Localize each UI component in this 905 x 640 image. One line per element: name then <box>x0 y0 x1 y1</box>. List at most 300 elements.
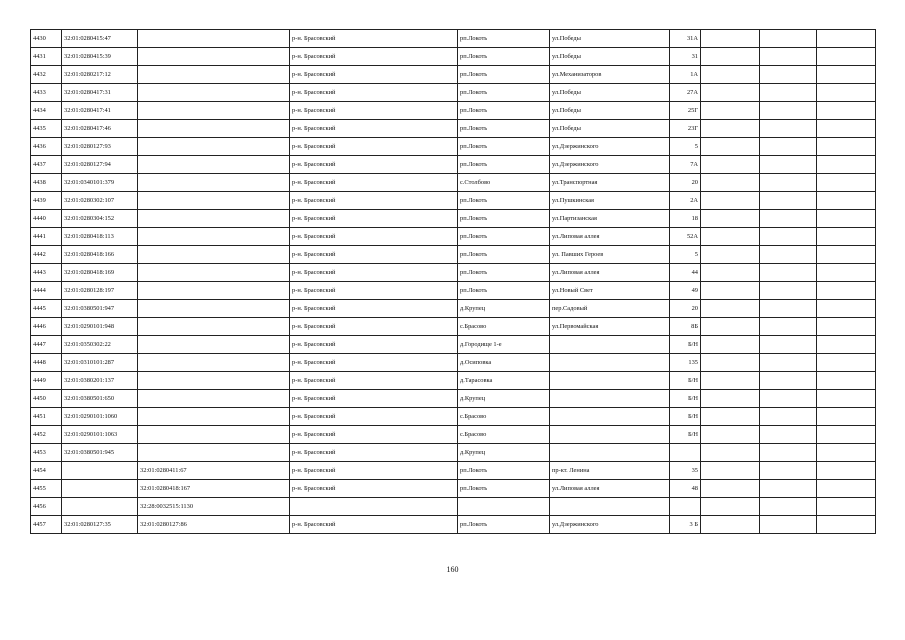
street-cell: ул.Победы <box>550 84 670 102</box>
cadastral-number-cell: 32:01:0380501:945 <box>62 444 138 462</box>
locality-cell: рп.Локоть <box>458 102 550 120</box>
empty-cell <box>817 444 876 462</box>
house-number-cell: 23Г <box>670 120 701 138</box>
empty-cell <box>817 372 876 390</box>
row-number-cell: 4454 <box>31 462 62 480</box>
empty-cell <box>760 264 817 282</box>
empty-cell <box>817 498 876 516</box>
empty-cell <box>760 210 817 228</box>
cadastral-number-cell: 32:01:0280127:94 <box>62 156 138 174</box>
house-number-cell: 135 <box>670 354 701 372</box>
district-cell: р-н. Брасовский <box>290 192 458 210</box>
row-number-cell: 4443 <box>31 264 62 282</box>
district-cell: р-н. Брасовский <box>290 480 458 498</box>
empty-cell <box>760 138 817 156</box>
empty-cell <box>701 156 760 174</box>
row-number-cell: 4436 <box>31 138 62 156</box>
street-cell: ул.Первомайская <box>550 318 670 336</box>
street-cell <box>550 372 670 390</box>
district-cell: р-н. Брасовский <box>290 372 458 390</box>
cadastral-number-cell: 32:01:0350302:22 <box>62 336 138 354</box>
table-row <box>31 462 876 480</box>
cadastral-number-cell: 32:01:0280127:93 <box>62 138 138 156</box>
empty-cell <box>760 354 817 372</box>
registry-sheet <box>30 29 875 534</box>
cadastral-number-cell: 32:01:0280417:46 <box>62 120 138 138</box>
empty-cell <box>701 102 760 120</box>
empty-cell <box>817 480 876 498</box>
empty-cell <box>701 210 760 228</box>
empty-cell <box>701 480 760 498</box>
district-cell: р-н. Брасовский <box>290 444 458 462</box>
empty-cell <box>817 336 876 354</box>
row-number-cell: 4456 <box>31 498 62 516</box>
empty-cell <box>760 408 817 426</box>
locality-cell: рп.Локоть <box>458 84 550 102</box>
street-cell <box>550 408 670 426</box>
table-row <box>31 246 876 264</box>
prior-cadastral-number-cell <box>138 372 290 390</box>
table-row <box>31 318 876 336</box>
row-number-cell: 4451 <box>31 408 62 426</box>
locality-cell: рп.Локоть <box>458 48 550 66</box>
empty-cell <box>701 174 760 192</box>
empty-cell <box>701 66 760 84</box>
prior-cadastral-number-cell <box>138 300 290 318</box>
locality-cell: рп.Локоть <box>458 228 550 246</box>
locality-cell: рп.Локоть <box>458 120 550 138</box>
district-cell: р-н. Брасовский <box>290 210 458 228</box>
district-cell: р-н. Брасовский <box>290 30 458 48</box>
prior-cadastral-number-cell <box>138 246 290 264</box>
street-cell: ул.Механизаторов <box>550 66 670 84</box>
empty-cell <box>817 156 876 174</box>
prior-cadastral-number-cell <box>138 228 290 246</box>
cadastral-number-cell: 32:01:0280418:113 <box>62 228 138 246</box>
row-number-cell: 4438 <box>31 174 62 192</box>
house-number-cell: 52А <box>670 228 701 246</box>
prior-cadastral-number-cell <box>138 84 290 102</box>
empty-cell <box>760 516 817 534</box>
locality-cell: рп.Локоть <box>458 264 550 282</box>
empty-cell <box>760 480 817 498</box>
empty-cell <box>701 408 760 426</box>
row-number-cell: 4437 <box>31 156 62 174</box>
table-row <box>31 390 876 408</box>
table-row <box>31 354 876 372</box>
empty-cell <box>760 372 817 390</box>
cadastral-number-cell: 32:01:0290101:1063 <box>62 426 138 444</box>
empty-cell <box>817 174 876 192</box>
empty-cell <box>701 84 760 102</box>
house-number-cell: 20 <box>670 300 701 318</box>
street-cell: ул.Транспортная <box>550 174 670 192</box>
cadastral-number-cell: 32:01:0380501:650 <box>62 390 138 408</box>
row-number-cell: 4457 <box>31 516 62 534</box>
empty-cell <box>701 192 760 210</box>
cadastral-number-cell: 32:01:0280418:169 <box>62 264 138 282</box>
empty-cell <box>701 516 760 534</box>
district-cell: р-н. Брасовский <box>290 354 458 372</box>
prior-cadastral-number-cell <box>138 318 290 336</box>
locality-cell: рп.Локоть <box>458 138 550 156</box>
row-number-cell: 4447 <box>31 336 62 354</box>
cadastral-number-cell: 32:01:0340101:379 <box>62 174 138 192</box>
empty-cell <box>701 372 760 390</box>
house-number-cell: 5 <box>670 246 701 264</box>
house-number-cell: 3 Б <box>670 516 701 534</box>
prior-cadastral-number-cell <box>138 66 290 84</box>
table-row <box>31 66 876 84</box>
empty-cell <box>701 264 760 282</box>
house-number-cell: 35 <box>670 462 701 480</box>
street-cell: ул.Победы <box>550 48 670 66</box>
district-cell: р-н. Брасовский <box>290 336 458 354</box>
empty-cell <box>701 300 760 318</box>
street-cell: ул.Победы <box>550 30 670 48</box>
house-number-cell: 7А <box>670 156 701 174</box>
table-row <box>31 282 876 300</box>
empty-cell <box>817 390 876 408</box>
prior-cadastral-number-cell <box>138 354 290 372</box>
table-row <box>31 228 876 246</box>
row-number-cell: 4455 <box>31 480 62 498</box>
cadastral-number-cell: 32:01:0280304:152 <box>62 210 138 228</box>
empty-cell <box>760 120 817 138</box>
page-number: 160 <box>446 565 459 574</box>
table-row <box>31 408 876 426</box>
house-number-cell: 1А <box>670 66 701 84</box>
district-cell: р-н. Брасовский <box>290 408 458 426</box>
prior-cadastral-number-cell <box>138 282 290 300</box>
cadastral-number-cell: 32:01:0280417:31 <box>62 84 138 102</box>
table-row <box>31 264 876 282</box>
empty-cell <box>701 228 760 246</box>
empty-cell <box>760 390 817 408</box>
cadastral-number-cell: 32:01:0280127:35 <box>62 516 138 534</box>
row-number-cell: 4450 <box>31 390 62 408</box>
street-cell: пер.Садовый <box>550 300 670 318</box>
empty-cell <box>760 228 817 246</box>
empty-cell <box>817 120 876 138</box>
cadastral-number-cell: 32:01:0380201:137 <box>62 372 138 390</box>
row-number-cell: 4434 <box>31 102 62 120</box>
street-cell: ул.Пушкинская <box>550 192 670 210</box>
street-cell <box>550 444 670 462</box>
row-number-cell: 4452 <box>31 426 62 444</box>
table-row <box>31 426 876 444</box>
cadastral-number-cell: 32:01:0280128:197 <box>62 282 138 300</box>
cadastral-number-cell: 32:01:0280418:166 <box>62 246 138 264</box>
locality-cell: рп.Локоть <box>458 30 550 48</box>
cadastral-number-cell: 32:01:0280302:107 <box>62 192 138 210</box>
district-cell: р-н. Брасовский <box>290 84 458 102</box>
row-number-cell: 4435 <box>31 120 62 138</box>
table-row <box>31 300 876 318</box>
cadastral-number-cell <box>62 462 138 480</box>
district-cell: р-н. Брасовский <box>290 138 458 156</box>
district-cell: р-н. Брасовский <box>290 156 458 174</box>
locality-cell: рп.Локоть <box>458 156 550 174</box>
locality-cell: с.Брасово <box>458 426 550 444</box>
house-number-cell <box>670 498 701 516</box>
locality-cell: рп.Локоть <box>458 210 550 228</box>
table-row <box>31 84 876 102</box>
locality-cell: рп.Локоть <box>458 282 550 300</box>
empty-cell <box>701 462 760 480</box>
house-number-cell: Б/Н <box>670 372 701 390</box>
prior-cadastral-number-cell <box>138 102 290 120</box>
district-cell: р-н. Брасовский <box>290 282 458 300</box>
district-cell: р-н. Брасовский <box>290 246 458 264</box>
house-number-cell: 31А <box>670 30 701 48</box>
table-row <box>31 174 876 192</box>
prior-cadastral-number-cell <box>138 408 290 426</box>
empty-cell <box>701 426 760 444</box>
table-row <box>31 120 876 138</box>
registry-table-body <box>31 30 876 534</box>
empty-cell <box>760 444 817 462</box>
street-cell: ул.Липовая аллея <box>550 480 670 498</box>
cadastral-number-cell: 32:01:0380501:947 <box>62 300 138 318</box>
empty-cell <box>817 264 876 282</box>
empty-cell <box>701 390 760 408</box>
cadastral-number-cell: 32:01:0280417:41 <box>62 102 138 120</box>
house-number-cell: 49 <box>670 282 701 300</box>
row-number-cell: 4430 <box>31 30 62 48</box>
empty-cell <box>817 48 876 66</box>
registry-table <box>30 29 876 534</box>
house-number-cell <box>670 444 701 462</box>
street-cell: ул.Дзержинского <box>550 156 670 174</box>
table-row <box>31 210 876 228</box>
empty-cell <box>701 138 760 156</box>
table-row <box>31 516 876 534</box>
prior-cadastral-number-cell: 32:01:0280127:86 <box>138 516 290 534</box>
district-cell: р-н. Брасовский <box>290 66 458 84</box>
locality-cell: рп.Локоть <box>458 480 550 498</box>
locality-cell: рп.Локоть <box>458 192 550 210</box>
empty-cell <box>760 300 817 318</box>
prior-cadastral-number-cell: 32:01:0280411:67 <box>138 462 290 480</box>
locality-cell: с.Брасово <box>458 408 550 426</box>
district-cell: р-н. Брасовский <box>290 300 458 318</box>
prior-cadastral-number-cell <box>138 336 290 354</box>
row-number-cell: 4433 <box>31 84 62 102</box>
house-number-cell: 48 <box>670 480 701 498</box>
empty-cell <box>817 102 876 120</box>
street-cell: ул.Победы <box>550 102 670 120</box>
empty-cell <box>701 48 760 66</box>
locality-cell: д.Крупец <box>458 300 550 318</box>
house-number-cell: 27А <box>670 84 701 102</box>
empty-cell <box>701 282 760 300</box>
empty-cell <box>817 282 876 300</box>
locality-cell: рп.Локоть <box>458 66 550 84</box>
house-number-cell: Б/Н <box>670 336 701 354</box>
locality-cell <box>458 498 550 516</box>
street-cell <box>550 498 670 516</box>
row-number-cell: 4445 <box>31 300 62 318</box>
locality-cell: д.Крупец <box>458 444 550 462</box>
street-cell: ул.Партизанская <box>550 210 670 228</box>
locality-cell: д.Тарасовка <box>458 372 550 390</box>
table-row <box>31 102 876 120</box>
empty-cell <box>817 66 876 84</box>
prior-cadastral-number-cell <box>138 444 290 462</box>
empty-cell <box>817 462 876 480</box>
house-number-cell: Б/Н <box>670 390 701 408</box>
cadastral-number-cell: 32:01:0280415:39 <box>62 48 138 66</box>
empty-cell <box>760 192 817 210</box>
empty-cell <box>760 282 817 300</box>
empty-cell <box>701 444 760 462</box>
empty-cell <box>701 120 760 138</box>
district-cell: р-н. Брасовский <box>290 120 458 138</box>
prior-cadastral-number-cell <box>138 48 290 66</box>
row-number-cell: 4432 <box>31 66 62 84</box>
district-cell: р-н. Брасовский <box>290 462 458 480</box>
empty-cell <box>817 300 876 318</box>
empty-cell <box>760 84 817 102</box>
prior-cadastral-number-cell <box>138 390 290 408</box>
empty-cell <box>760 102 817 120</box>
district-cell: р-н. Брасовский <box>290 426 458 444</box>
empty-cell <box>760 318 817 336</box>
row-number-cell: 4440 <box>31 210 62 228</box>
empty-cell <box>817 516 876 534</box>
locality-cell: д.Городище 1-е <box>458 336 550 354</box>
district-cell: р-н. Брасовский <box>290 516 458 534</box>
row-number-cell: 4446 <box>31 318 62 336</box>
row-number-cell: 4453 <box>31 444 62 462</box>
street-cell <box>550 354 670 372</box>
table-row <box>31 156 876 174</box>
empty-cell <box>701 318 760 336</box>
prior-cadastral-number-cell <box>138 138 290 156</box>
street-cell <box>550 426 670 444</box>
district-cell: р-н. Брасовский <box>290 264 458 282</box>
locality-cell: д.Осиповка <box>458 354 550 372</box>
street-cell: ул.Дзержинского <box>550 138 670 156</box>
empty-cell <box>760 336 817 354</box>
locality-cell: рп.Локоть <box>458 462 550 480</box>
house-number-cell: 31 <box>670 48 701 66</box>
row-number-cell: 4441 <box>31 228 62 246</box>
empty-cell <box>760 156 817 174</box>
empty-cell <box>701 354 760 372</box>
street-cell <box>550 390 670 408</box>
street-cell: ул.Дзержинского <box>550 516 670 534</box>
cadastral-number-cell <box>62 480 138 498</box>
street-cell: ул. Павших Героев <box>550 246 670 264</box>
empty-cell <box>817 246 876 264</box>
district-cell: р-н. Брасовский <box>290 318 458 336</box>
district-cell <box>290 498 458 516</box>
street-cell <box>550 336 670 354</box>
row-number-cell: 4444 <box>31 282 62 300</box>
empty-cell <box>817 408 876 426</box>
street-cell: ул.Липовая аллея <box>550 264 670 282</box>
house-number-cell: 20 <box>670 174 701 192</box>
empty-cell <box>760 30 817 48</box>
house-number-cell: 25Г <box>670 102 701 120</box>
district-cell: р-н. Брасовский <box>290 48 458 66</box>
house-number-cell: 8Б <box>670 318 701 336</box>
row-number-cell: 4431 <box>31 48 62 66</box>
row-number-cell: 4439 <box>31 192 62 210</box>
house-number-cell: 44 <box>670 264 701 282</box>
empty-cell <box>817 426 876 444</box>
row-number-cell: 4448 <box>31 354 62 372</box>
table-row <box>31 336 876 354</box>
prior-cadastral-number-cell <box>138 210 290 228</box>
house-number-cell: 2А <box>670 192 701 210</box>
cadastral-number-cell: 32:01:0280415:47 <box>62 30 138 48</box>
empty-cell <box>701 336 760 354</box>
empty-cell <box>760 246 817 264</box>
empty-cell <box>817 192 876 210</box>
district-cell: р-н. Брасовский <box>290 228 458 246</box>
table-row <box>31 30 876 48</box>
prior-cadastral-number-cell <box>138 426 290 444</box>
cadastral-number-cell <box>62 498 138 516</box>
empty-cell <box>817 138 876 156</box>
empty-cell <box>817 210 876 228</box>
prior-cadastral-number-cell <box>138 264 290 282</box>
empty-cell <box>760 462 817 480</box>
empty-cell <box>760 66 817 84</box>
district-cell: р-н. Брасовский <box>290 102 458 120</box>
locality-cell: с.Брасово <box>458 318 550 336</box>
prior-cadastral-number-cell <box>138 174 290 192</box>
empty-cell <box>760 174 817 192</box>
empty-cell <box>760 426 817 444</box>
cadastral-number-cell: 32:01:0290101:948 <box>62 318 138 336</box>
street-cell: ул.Новый Свет <box>550 282 670 300</box>
street-cell: ул.Липовая аллея <box>550 228 670 246</box>
table-row <box>31 480 876 498</box>
house-number-cell: 18 <box>670 210 701 228</box>
table-row <box>31 444 876 462</box>
prior-cadastral-number-cell: 32:01:0280418:167 <box>138 480 290 498</box>
row-number-cell: 4442 <box>31 246 62 264</box>
locality-cell: рп.Локоть <box>458 516 550 534</box>
empty-cell <box>760 48 817 66</box>
empty-cell <box>817 84 876 102</box>
table-row <box>31 192 876 210</box>
street-cell: пр-кт. Ленина <box>550 462 670 480</box>
empty-cell <box>701 246 760 264</box>
prior-cadastral-number-cell <box>138 192 290 210</box>
prior-cadastral-number-cell: 32:28:0032515:1130 <box>138 498 290 516</box>
prior-cadastral-number-cell <box>138 30 290 48</box>
table-row <box>31 48 876 66</box>
district-cell: р-н. Брасовский <box>290 390 458 408</box>
cadastral-number-cell: 32:01:0280217:12 <box>62 66 138 84</box>
locality-cell: рп.Локоть <box>458 246 550 264</box>
district-cell: р-н. Брасовский <box>290 174 458 192</box>
table-row <box>31 138 876 156</box>
prior-cadastral-number-cell <box>138 120 290 138</box>
empty-cell <box>817 354 876 372</box>
house-number-cell: Б/Н <box>670 426 701 444</box>
prior-cadastral-number-cell <box>138 156 290 174</box>
table-row <box>31 498 876 516</box>
empty-cell <box>760 498 817 516</box>
empty-cell <box>817 30 876 48</box>
empty-cell <box>701 30 760 48</box>
